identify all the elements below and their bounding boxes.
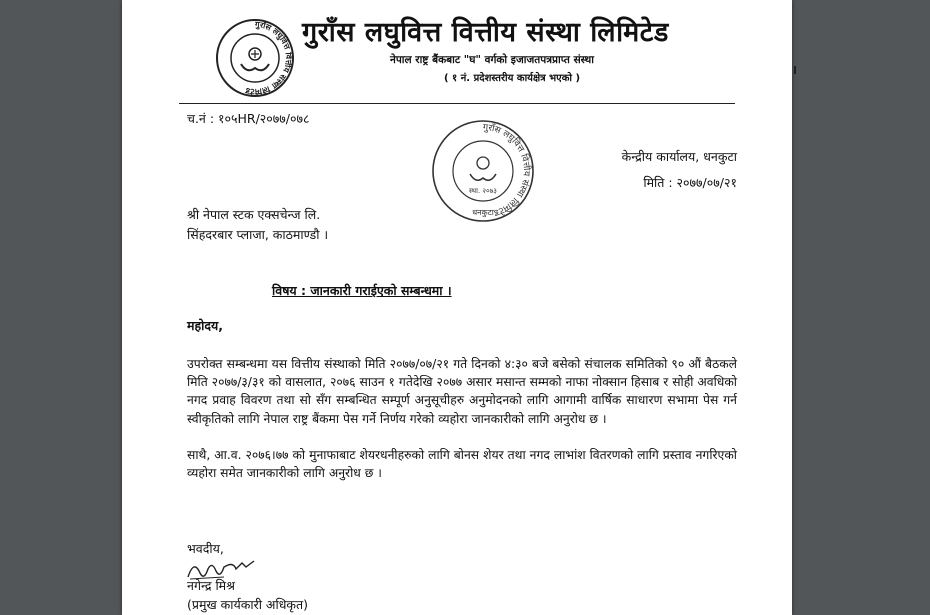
letter-date: मिति : २०७७/०७/२१ — [643, 175, 737, 190]
organization-logo — [215, 18, 295, 98]
office-stamp — [430, 118, 536, 224]
signer-name: नगेन्द्र मिश्र — [187, 578, 236, 593]
salutation: महोदय, — [187, 318, 223, 333]
svg-text:गुराँस लघुवित्त वित्तीय संस्था: गुराँस लघुवित्त वित्तीय संस्था लिमिटेड — [244, 19, 294, 97]
letterhead-license-line: नेपाल राष्ट्र बैंकबाट "घ" वर्गको इजाजतपत्रप्राप्त संस्था — [390, 54, 594, 66]
body-paragraph-2: साथै, आ.व. २०७६।७७ को मुनाफाबाट शेयरधनीहरुको लागि बोनस शेयर तथा नगद लाभांश वितरणको लागि प्रस्ताव नगरिएको व्यहोरा समेत जानकारीको लागि अनुरोध छ । — [187, 448, 737, 481]
stamp-place: धनकुटा — [472, 208, 494, 217]
margin-mark — [794, 66, 796, 74]
document-page — [122, 0, 792, 615]
sender-office: केन्द्रीय कार्यालय, धनकुटा — [621, 149, 737, 164]
organization-name: गुराँस लघुवित्त वित्तीय संस्था लिमिटेड — [302, 17, 669, 48]
recipient-name: श्री नेपाल स्टक एक्सचेन्ज लि. — [187, 207, 321, 222]
stamp-ring-text: गुराँस लघुवित्त वित्तीय संस्था लिमिटेड — [482, 122, 532, 218]
svg-text:गुराँस लघुवित्त वित्तीय संस्था — [483, 121, 533, 217]
recipient-address: सिंहदरबार प्लाजा, काठमाण्डौ । — [187, 227, 329, 242]
letterhead-divider — [179, 103, 735, 104]
closing: भवदीय, — [187, 541, 224, 556]
letterhead-scope-line: ( १ नं. प्रदेशस्तरीय कार्यक्षेत्र भएको ) — [444, 73, 581, 84]
reference-number: च.नं : १०५HR/२०७७/०७८ — [187, 111, 310, 126]
stamp-established: स्था. २०७३ — [469, 187, 497, 195]
signer-title: (प्रमुख कार्यकारी अधिकृत) — [187, 597, 308, 612]
letter-subject: विषय : जानकारी गराईएको सम्बन्धमा । — [272, 283, 452, 298]
body-paragraph-1: उपरोक्त सम्बन्धमा यस वित्तीय संस्थाको मिति २०७७/०७/२१ गते दिनको ४:३० बजे बसेको संचालक समितिको ९० औं बैठकले मिति २०७७/३/३१ को वासलात, २०७६ साउन १ गतेदेखि २०७७ असार मसान्त सम्मको नाफा नोक्सान हिसाब र सोही अवधिको नगद प्रवाह विवरण तथा सो सँग सम्बन्धित सम्पूर्ण अनुसूचीहरु अनुमोदनको लागि आगामी वार्षिक साधारण सभामा पेस गर्न स्वीकृतिको लागि नेपाल राष्ट्र बैंकमा पेस गर्ने निर्णय गरेको व्यहोरा जानकारीको लागि अनुरोध छ । — [187, 357, 737, 426]
